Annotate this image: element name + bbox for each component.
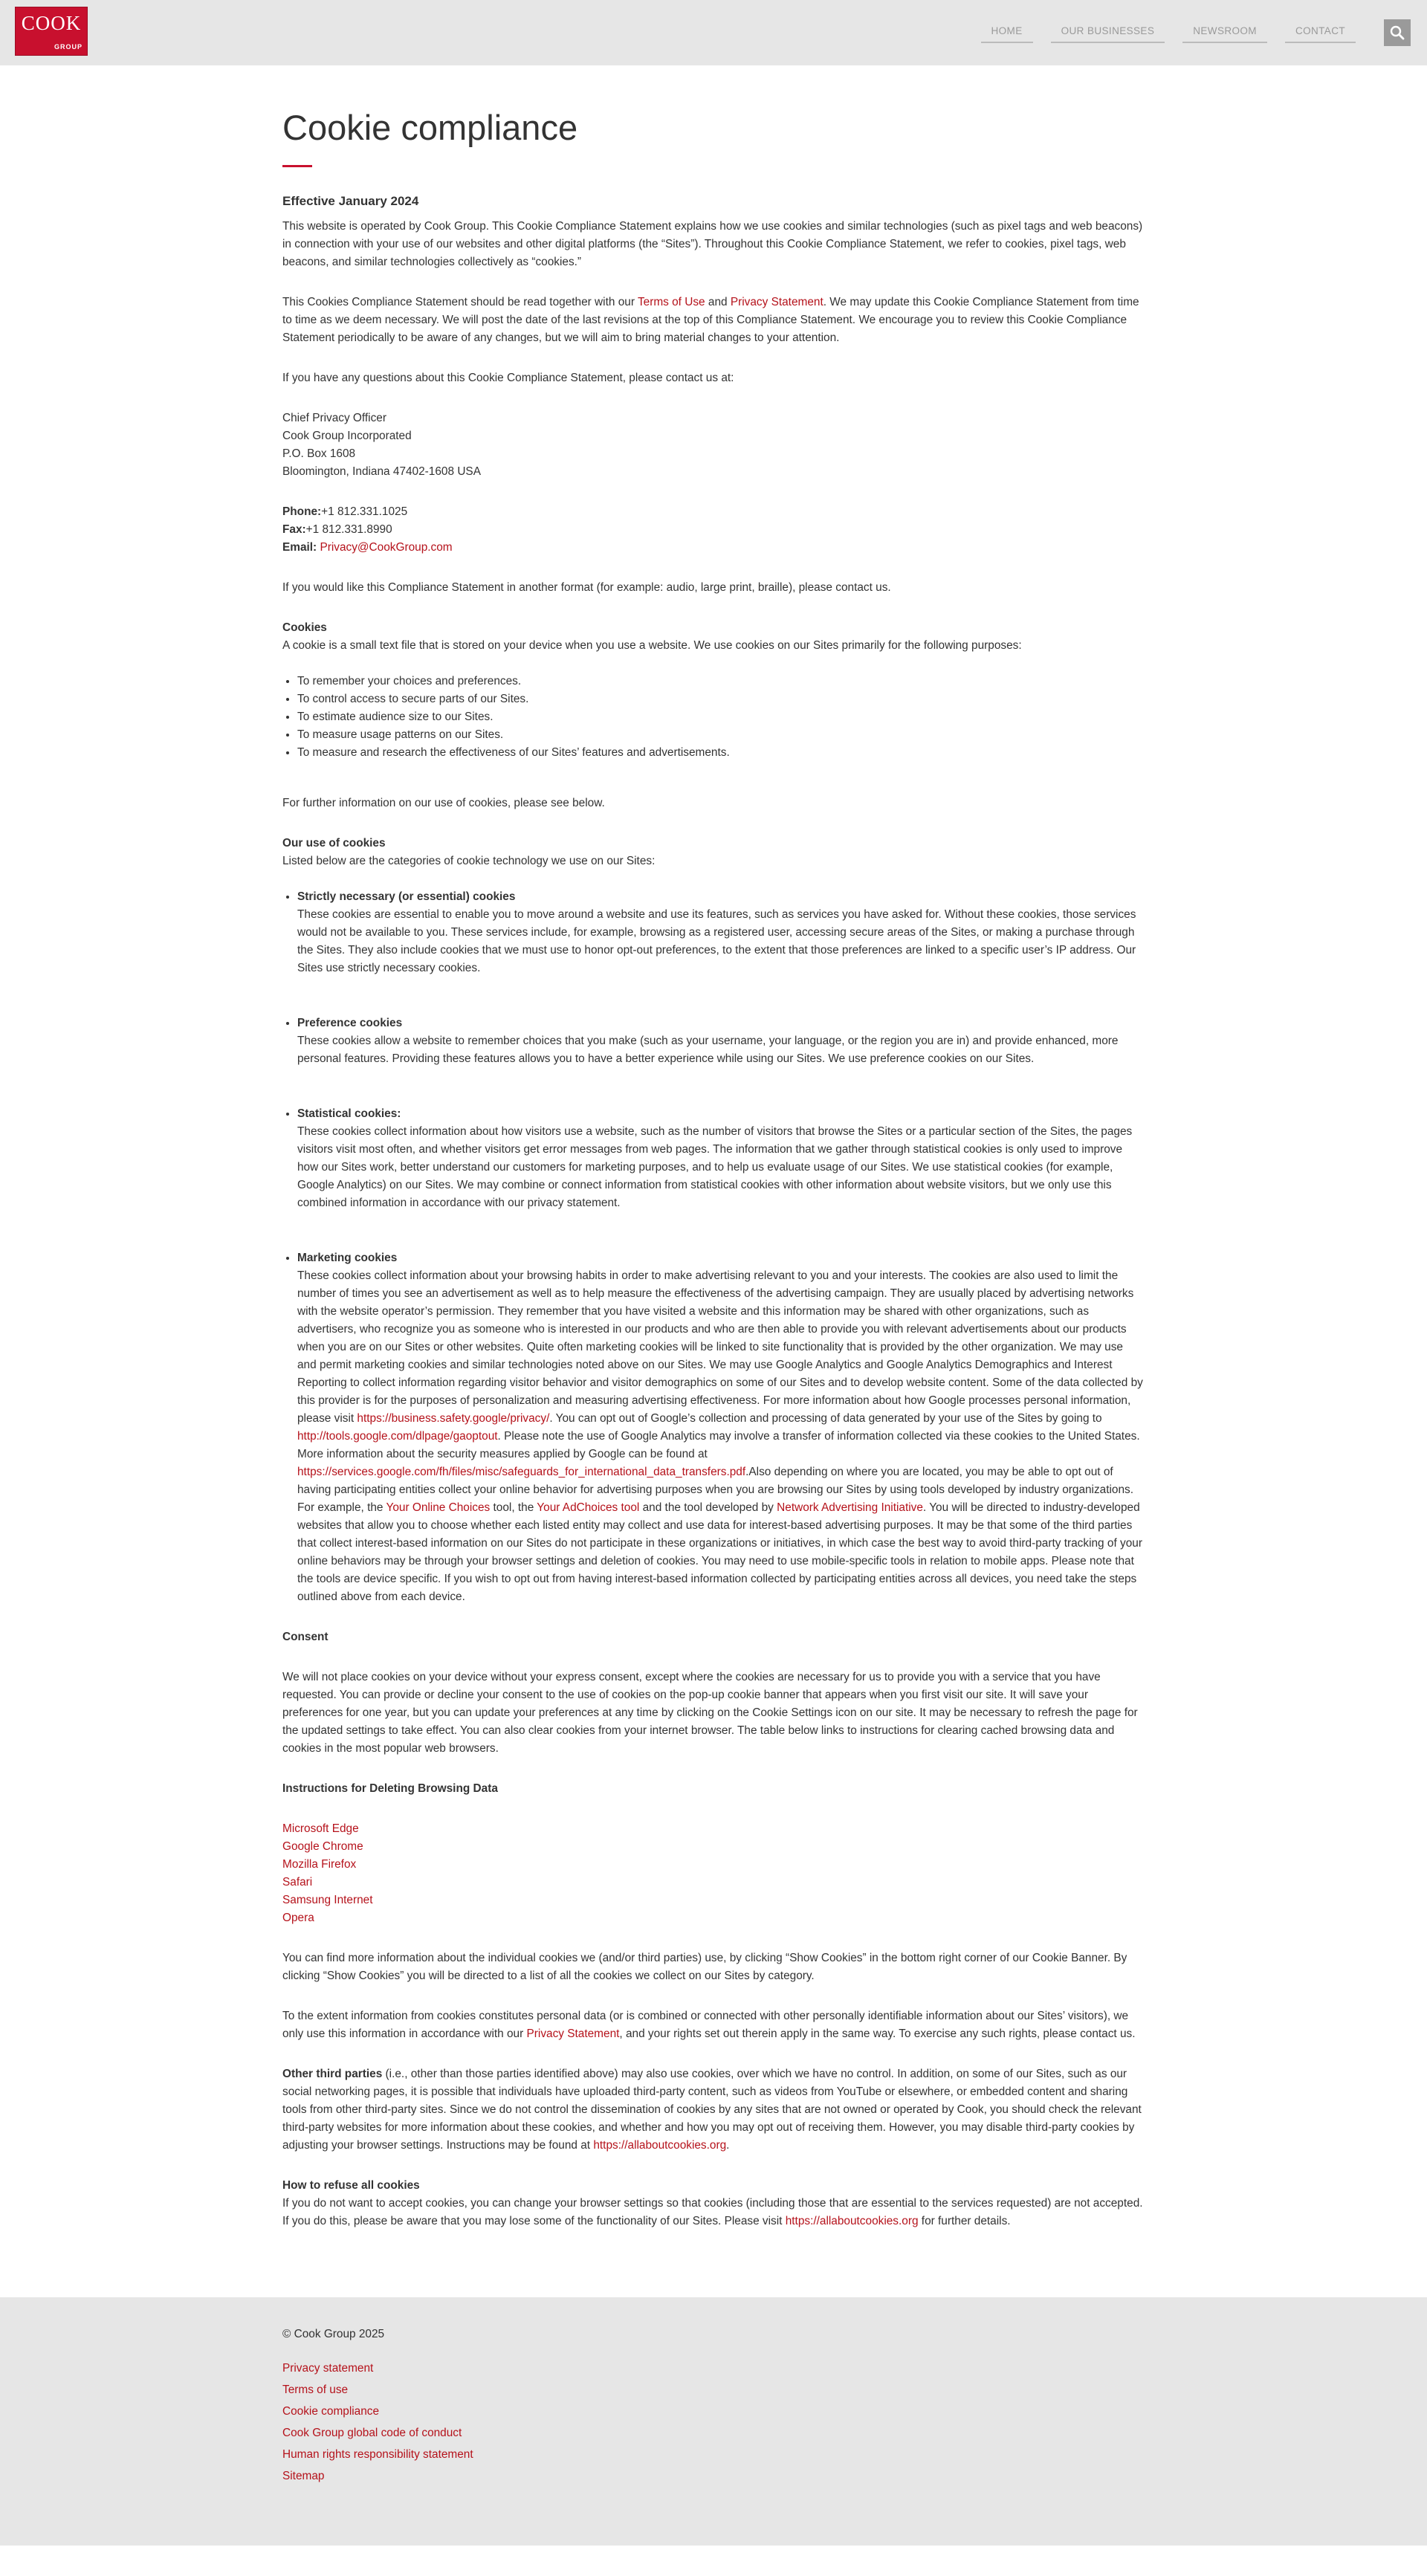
nav-newsroom[interactable]: NEWSROOM [1182, 21, 1267, 43]
contact-details [282, 503, 1145, 557]
mailing-address: Chief Privacy Officer Cook Group Incorporated P.O. Box 1608 Bloomington, Indiana 47402-1608 USA [282, 412, 481, 478]
page-title: Cookie compliance [282, 108, 578, 147]
cook-group-logo[interactable] [15, 7, 88, 56]
browser-link-samsung[interactable]: Samsung Internet [282, 1894, 373, 1906]
browser-link-safari[interactable]: Safari [282, 1876, 313, 1889]
further-info-paragraph: For further information on our use of cookies, please see below. [282, 797, 605, 809]
allaboutcookies-link[interactable]: https://allaboutcookies.org [593, 2139, 727, 2152]
category-preference: • Preference cookies These cookies allow a website to remember choices that you make (such as your username, your language, or the region you are in) and provide enhanced, more personal features. Providing these features allows you to have a better experience while using our Sites. We use preference cookies on our Sites. [297, 1014, 1145, 1068]
search-icon [1390, 25, 1405, 40]
cookie-categories-list [282, 888, 1145, 1606]
browser-link-edge[interactable]: Microsoft Edge [282, 1822, 359, 1835]
google-safeguards-link[interactable]: https://services.google.com/fh/files/misc/safeguards_for_international_data_transfers.pdf [297, 1466, 746, 1478]
list-item: • To control access to secure parts of our Sites. [297, 690, 1145, 708]
instructions-heading: Instructions for Deleting Browsing Data [282, 1782, 498, 1795]
list-item: • To measure usage patterns on our Sites. [297, 726, 1145, 744]
footer-link-privacy[interactable]: Privacy statement [282, 2362, 374, 2375]
footer-link-code-of-conduct[interactable]: Cook Group global code of conduct [282, 2427, 462, 2439]
category-statistical: • Statistical cookies: These cookies collect information about how visitors use a website, such as the number of visitors that browse the Sites or a particular section of the Sites, the pages visitors visit most often, and whether visitors get error messages from web pages. The information that we gather through statistical cookies is only used to improve how our Sites work, better understand our customers for marketing purposes, and to help us evaluate usage of our Sites. We use statistical cookies (for example, Google Analytics) on our Sites. We may combine or connect information from statistical cookies with other information about website visitors, but we only use this combined information in accordance with our privacy statement. [297, 1105, 1145, 1212]
format-paragraph: If you would like this Compliance Statement in another format (for example: audio, large print, braille), please contact us. [282, 581, 891, 594]
questions-paragraph: If you have any questions about this Cookie Compliance Statement, please contact us at: [282, 372, 734, 384]
read-together-paragraph: This Cookies Compliance Statement should be read together with our Terms of Use and Privacy Statement. We may update this Cookie Compliance Statement from time to time as we deem necessary. We will post the date of the last revisions at the top of this Compliance Statement. We encourage you to review this Cookie Compliance Statement periodically to be aware of any changes, but we will aim to bring material changes to your attention. [282, 296, 1139, 344]
footer-link-cookie-compliance[interactable]: Cookie compliance [282, 2405, 380, 2418]
third-parties-paragraph: Other third parties (i.e., other than those parties identified above) may also use cookies, over which we have no control. In addition, on some of our Sites, such as our social networking pages, it is possible that individuals have uploaded third-party content, such as videos from YouTube or elsewhere, or embedded content and sharing tools from other third-party sites. Since we do not control the dissemination of cookies by any sites that are not owned or operated by Cook, you should check the relevant third-party websites for more information about these cookies, and whether and how you may opt out of receiving them. However, you may disable third-party cookies by adjusting your browser settings. Instructions may be found at https://allaboutcookies.org. [282, 2068, 1142, 2152]
search-button[interactable] [1384, 19, 1411, 46]
title-underline [282, 165, 312, 167]
nav-home[interactable]: HOME [981, 21, 1033, 43]
list-item: • To remember your choices and preferences. [297, 673, 1145, 690]
list-item: • To estimate audience size to our Sites. [297, 708, 1145, 726]
logo-wordmark: COOK [21, 12, 82, 34]
your-adchoices-link[interactable]: Your AdChoices tool [537, 1501, 640, 1514]
phone-line: Phone:+1 812.331.1025 [282, 505, 408, 518]
email-link[interactable]: Privacy@CookGroup.com [320, 541, 453, 554]
your-online-choices-link[interactable]: Your Online Choices [386, 1501, 491, 1514]
browser-link-chrome[interactable]: Google Chrome [282, 1840, 363, 1853]
google-privacy-link[interactable]: https://business.safety.google/privacy/ [357, 1412, 550, 1425]
site-footer [0, 2297, 1427, 2546]
intro-paragraph: This website is operated by Cook Group. This Cookie Compliance Statement explains how we use cookies and similar technologies (such as pixel tags and web beacons) in connection with your use of our websites and other digital platforms (the “Sites”). Throughout this Cookie Compliance Statement, we refer to cookies, pixel tags, web beacons, and similar technologies collectively as “cookies.” [282, 220, 1143, 268]
network-advertising-initiative-link[interactable]: Network Advertising Initiative [777, 1501, 923, 1514]
footer-link-terms[interactable]: Terms of use [282, 2384, 349, 2396]
site-header [0, 0, 1427, 65]
nav-contact[interactable]: CONTACT [1285, 21, 1356, 43]
logo-subtext: GROUP [54, 43, 82, 51]
category-strictly-necessary: • Strictly necessary (or essential) cookies These cookies are essential to enable you to move around a website and use its features, such as services you have asked for. Without these cookies, those services would not be available to you. These services include, for example, browsing as a registered user, accessing secure areas of the Sites, or making a purchase through the Sites. They also include cookies that we must use to honor opt-out preferences, to the extent that those preferences are linked to a specific user’s IP address. Our Sites use strictly necessary cookies. [297, 888, 1145, 977]
list-item: • To measure and research the effectiveness of our Sites’ features and advertisements. [297, 744, 1145, 762]
privacy-statement-link-2[interactable]: Privacy Statement [526, 2028, 620, 2040]
footer-link-human-rights[interactable]: Human rights responsibility statement [282, 2448, 473, 2461]
browser-links [282, 1820, 1145, 1927]
allaboutcookies-link-2[interactable]: https://allaboutcookies.org [785, 2215, 919, 2227]
privacy-statement-link[interactable]: Privacy Statement [730, 296, 823, 308]
category-marketing: • Marketing cookies These cookies collect information about your browsing habits in order to make advertising relevant to you and your interests. The cookies are also used to limit the number of times you see an advertisement as well as to help measure the effectiveness of the advertising campaign. They are usually placed by advertising networks with the website operator’s permission. They remember that you have visited a website and this information may be shared with other organizations, such as advertisers, who recognize you as someone who is interested in our products and who are then able to provide you with relevant advertisements about our products when you are on our Sites or other websites. Quite often marketing cookies will be linked to site functionality that is provided by the other organization. We may use and permit marketing cookies and similar technologies noted above on our Sites. We may use Google Analytics and Google Analytics Demographics and Interest Reporting to collect information regarding visitor behavior and visitor demographics on some of our Sites and to develop website content. Some of the data collected by this provider is for the purposes of personalization and measuring advertising effectiveness. For more information about how Google processes personal information, please visit https://business.safety.google/privacy/. You can opt out of Google’s collection and processing of data generated by your use of the Sites by going to http://tools.google.com/dlpage/gaoptout. Please note the use of Google Analytics may involve a transfer of information collected via these cookies to the United States. More information about the security measures applied by Google can be found at https://services.google.com/fh/files/misc/safeguards_for_international_data_transfers.pdf.Also depending on where you are located, you may be able to opt out of having participating entities collect your online behavior for advertising purposes when you are browsing our Sites by using tools developed by industry organizations. For example, the Your Online Choices tool, the Your AdChoices tool and the tool developed by Network Advertising Initiative. You will be directed to industry-developed websites that allow you to choose whether each listed entity may collect and use data for interest-based advertising purposes. It may be that some of the third parties that collect interest-based information on our Sites do not participate in these organizations or initiatives, in which case the best way to avoid third-party tracking of your online behaviors may be through your browser settings and deletion of cookies. You may need to use mobile-specific tools in relation to mobile apps. Please note that the tools are device specific. If you wish to opt out from having interest-based information collected by participating entities across all devices, you need take the steps outlined above from each device. [297, 1249, 1145, 1606]
personal-data-paragraph: To the extent information from cookies constitutes personal data (or is combined or connected with other personally identifiable information about our Sites’ visitors), we only use this information in accordance with our Privacy Statement, and your rights set out therein apply in the same way. To exercise any such rights, please contact us. [282, 2010, 1136, 2040]
email-line: Email: Privacy@CookGroup.com [282, 541, 453, 554]
consent-paragraph: We will not place cookies on your device without your express consent, except where the cookies are necessary for us to provide you with a service that you have requested. You can provide or decline your consent to the use of cookies on the pop-up cookie banner that appears when you first visit our site. It will save your preferences for one year, but you can update your preferences at any time by clicking on the Cookie Settings icon on our site. It may be necessary to refresh the page for the updated settings to take effect. You can also clear cookies from your internet browser. The table below links to instructions for clearing cached browsing data and cookies in the most popular web browsers. [282, 1671, 1138, 1755]
copyright: © Cook Group 2025 [282, 2328, 385, 2340]
effective-date: Effective January 2024 [282, 194, 419, 208]
nav-our-businesses[interactable]: OUR BUSINESSES [1051, 21, 1165, 43]
cookies-heading: Cookies [282, 621, 327, 634]
footer-link-sitemap[interactable]: Sitemap [282, 2470, 325, 2482]
purposes-list [282, 673, 1145, 762]
terms-of-use-link[interactable]: Terms of Use [637, 296, 705, 308]
use-of-cookies-section: Our use of cookies Listed below are the categories of cookie technology we use on our Sites: [282, 835, 1145, 870]
use-of-cookies-heading: Our use of cookies [282, 837, 386, 850]
cookies-section: Cookies A cookie is a small text file that is stored on your device when you use a website. We use cookies on our Sites primarily for the following purposes: [282, 619, 1145, 655]
consent-heading: Consent [282, 1631, 329, 1643]
main-content [282, 65, 1145, 2297]
refuse-heading: How to refuse all cookies [282, 2179, 420, 2192]
fax-line: Fax:+1 812.331.8990 [282, 523, 392, 536]
google-optout-link[interactable]: http://tools.google.com/dlpage/gaoptout [297, 1430, 498, 1443]
main-nav [963, 21, 1356, 43]
refuse-cookies-section: How to refuse all cookies If you do not want to accept cookies, you can change your browser settings so that cookies (including those that are essential to the services requested) are not accepted. If you do this, please be aware that you may lose some of the functionality of our Sites. Please visit https://allaboutcookies.org for further details. [282, 2177, 1145, 2230]
browser-link-opera[interactable]: Opera [282, 1912, 314, 1924]
show-cookies-paragraph: You can find more information about the individual cookies we (and/or third parties) use, by clicking “Show Cookies” in the bottom right corner of our Cookie Banner. By clicking “Show Cookies” you will be directed to a list of all the cookies we collect on our Sites by category. [282, 1952, 1127, 1982]
browser-link-firefox[interactable]: Mozilla Firefox [282, 1858, 357, 1871]
